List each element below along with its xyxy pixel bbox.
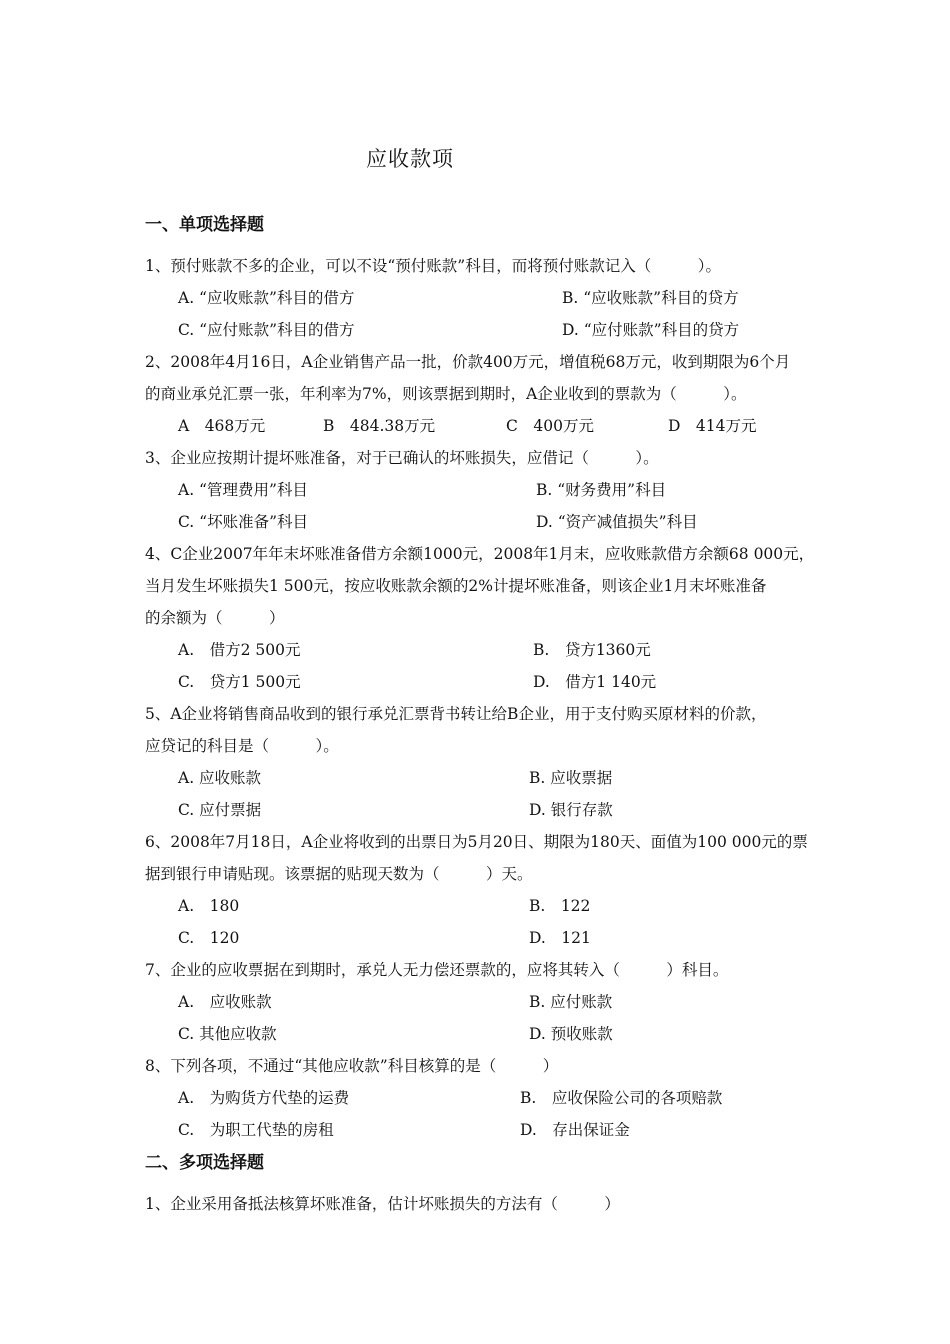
question-1-option-b: B. “应收账款”科目的贷方 [562, 289, 739, 307]
question-2-option-d: D 414万元 [668, 417, 757, 435]
question-5-option-d: D. 银行存款 [529, 801, 613, 819]
question-3-option-c: C. “坏账准备”科目 [178, 513, 309, 531]
question-6-option-a: A. 180 [178, 897, 240, 915]
question-5-option-a: A. 应收账款 [178, 769, 262, 787]
question-2-stem-line-2: 的商业承兑汇票一张，年利率为7%，则该票据到期时，A企业收到的票款为（ ）。 [145, 385, 747, 403]
question-4-option-d: D. 借方1 140元 [533, 673, 657, 691]
section-heading-single-choice: 一、单项选择题 [145, 215, 264, 235]
question-5-stem-line-2: 应贷记的科目是（ ）。 [145, 737, 339, 755]
question-6-option-c: C. 120 [178, 929, 240, 947]
question-1-option-c: C. “应付账款”科目的借方 [178, 321, 355, 339]
question-5-stem-line-1: 5、A企业将销售商品收到的银行承兑汇票背书转让给B企业，用于支付购买原材料的价款， [145, 705, 767, 723]
question-6-option-d: D. 121 [529, 929, 591, 947]
question-3-option-d: D. “资产减值损失”科目 [536, 513, 698, 531]
question-6-stem-line-1: 6、2008年7月18日，A企业将收到的出票日为5月20日、期限为180天、面值为100 000元的票 [145, 833, 808, 851]
question-7-option-b: B. 应付账款 [529, 993, 613, 1011]
question-1-stem: 1、预付账款不多的企业，可以不设“预付账款”科目，而将预付账款记入（ ）。 [145, 257, 721, 275]
question-1-option-d: D. “应付账款”科目的贷方 [562, 321, 740, 339]
question-8-stem: 8、下列各项，不通过“其他应收款”科目核算的是（ ） [145, 1057, 559, 1075]
question-7-option-a: A. 应收账款 [178, 993, 272, 1011]
multi-question-1-stem: 1、企业采用备抵法核算坏账准备，估计坏账损失的方法有（ ） [145, 1195, 620, 1213]
question-3-stem: 3、企业应按期计提坏账准备，对于已确认的坏账损失，应借记（ ）。 [145, 449, 659, 467]
question-8-option-b: B. 应收保险公司的各项赔款 [520, 1089, 723, 1107]
question-4-stem-line-3: 的余额为（ ） [145, 609, 285, 627]
question-1-option-a: A. “应收账款”科目的借方 [178, 289, 355, 307]
question-8-option-a: A. 为购货方代垫的运费 [178, 1089, 350, 1107]
question-2-stem-line-1: 2、2008年4月16日，A企业销售产品一批，价款400万元，增值税68万元，收到期限为6个月 [145, 353, 791, 371]
question-8-option-c: C. 为职工代垫的房租 [178, 1121, 334, 1139]
question-3-option-b: B. “财务费用”科目 [536, 481, 667, 499]
question-4-option-c: C. 贷方1 500元 [178, 673, 301, 691]
question-7-stem: 7、企业的应收票据在到期时，承兑人无力偿还票款的，应将其转入（ ）科目。 [145, 961, 729, 979]
question-7-option-c: C. 其他应收款 [178, 1025, 277, 1043]
question-6-option-b: B. 122 [529, 897, 591, 915]
question-7-option-d: D. 预收账款 [529, 1025, 613, 1043]
question-8-option-d: D. 存出保证金 [520, 1121, 630, 1139]
question-2-option-c: C 400万元 [506, 417, 594, 435]
page-title: 应收款项 [366, 147, 454, 171]
question-4-option-a: A. 借方2 500元 [178, 641, 301, 659]
section-heading-multiple-choice: 二、多项选择题 [145, 1153, 264, 1173]
question-4-stem-line-2: 当月发生坏账损失1 500元，按应收账款余额的2%计提坏账准备，则该企业1月末坏账准备 [145, 577, 767, 595]
question-4-stem-line-1: 4、C企业2007年年末坏账准备借方余额1000元，2008年1月末，应收账款借方余额68 000元， [145, 545, 815, 563]
question-5-option-c: C. 应付票据 [178, 801, 262, 819]
question-4-option-b: B. 贷方1360元 [533, 641, 651, 659]
question-6-stem-line-2: 据到银行申请贴现。该票据的贴现天数为（ ）天。 [145, 865, 533, 883]
question-5-option-b: B. 应收票据 [529, 769, 613, 787]
question-2-option-a: A 468万元 [178, 417, 266, 435]
question-3-option-a: A. “管理费用”科目 [178, 481, 308, 499]
question-2-option-b: B 484.38万元 [323, 417, 436, 435]
